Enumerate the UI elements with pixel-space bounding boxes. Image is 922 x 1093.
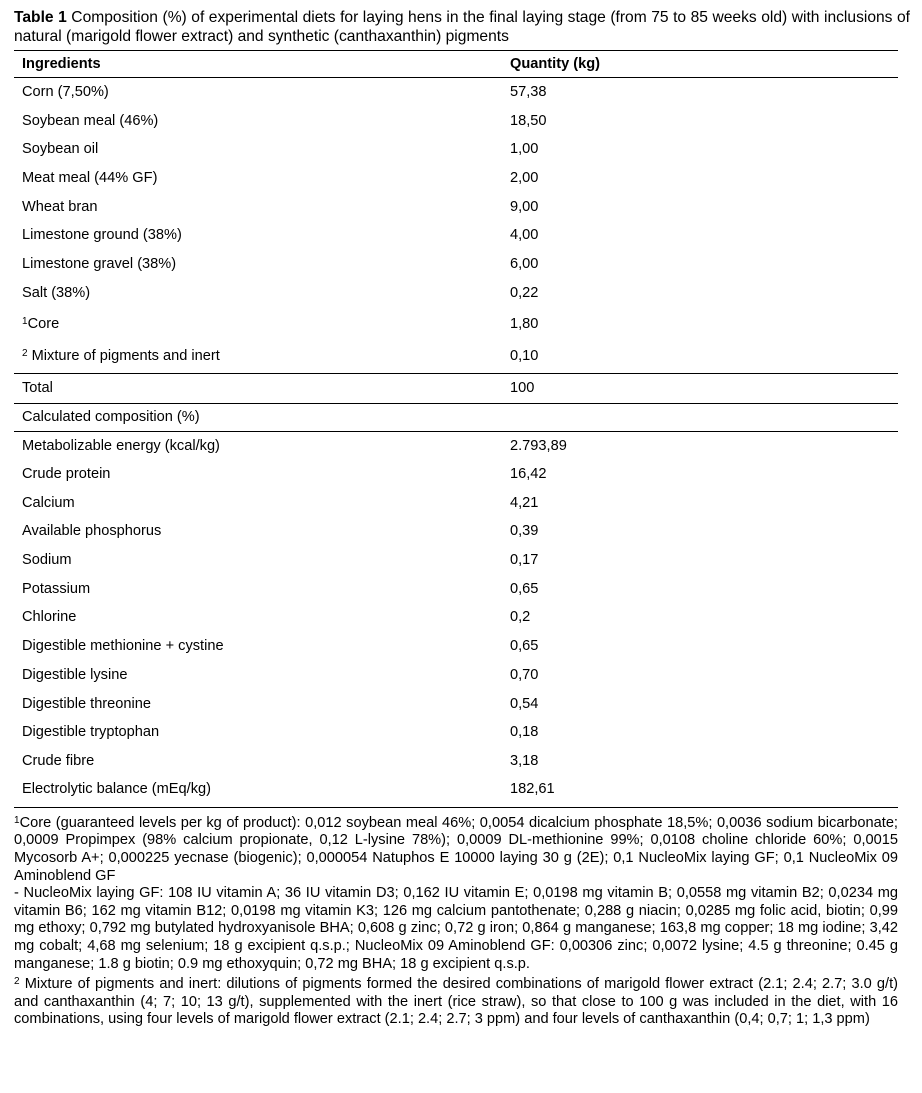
row-name: Available phosphorus xyxy=(22,523,162,540)
row-name: Soybean oil xyxy=(22,141,99,158)
mixture-name: Mixture of pigments and inert xyxy=(27,348,220,365)
footnotes xyxy=(14,812,898,1029)
footnote-2-mark: 2 xyxy=(14,976,20,988)
row-name: Sodium xyxy=(22,552,72,569)
table-row xyxy=(14,460,898,489)
table-row xyxy=(14,106,898,135)
row-quantity: 0,18 xyxy=(510,724,539,741)
special-rows xyxy=(14,307,898,431)
row-name: Crude fibre xyxy=(22,752,95,769)
table-row xyxy=(14,431,898,460)
table-row xyxy=(14,603,898,632)
core-footnote-mark: 1 xyxy=(22,315,28,327)
row-name: Electrolytic balance (mEq/kg) xyxy=(22,781,211,797)
row-quantity: 4,00 xyxy=(510,227,539,244)
row-quantity: 3,18 xyxy=(510,752,539,769)
table-row-mixture xyxy=(14,340,898,373)
row-quantity: 0,39 xyxy=(510,523,539,540)
footnote-2-text: Mixture of pigments and inert: dilutions of pigments formed the desired combinations of marigold flower extract (2.1; 2.4; 2.7; 3.0 g/t) and canthaxanthin (4; 7; 10; 13 g/t), supplemented with the inert (rice straw), so that close to 100 g was included in the diet, with 16 combinations, using four levels of marigold flower extract (2.1; 2.4; 2.7; 3 ppm) and four levels of canthaxanthin (0,4; 0,7; 1; 1,3 ppm) xyxy=(14,976,898,1028)
row-name: Limestone ground (38%) xyxy=(22,227,182,244)
total-label: Total xyxy=(22,380,53,396)
table-row xyxy=(14,250,898,279)
table-row-total xyxy=(14,373,898,403)
table-row xyxy=(14,632,898,661)
row-quantity: 0,54 xyxy=(510,695,539,712)
row-quantity: 2.793,89 xyxy=(510,437,567,454)
footnote-1-mark: 1 xyxy=(14,814,20,826)
table-row xyxy=(14,517,898,546)
table-row xyxy=(14,574,898,603)
row-name: Soybean meal (46%) xyxy=(22,112,159,129)
calculated-body xyxy=(14,431,898,807)
ingredients-body xyxy=(14,78,898,308)
core-name-cell xyxy=(14,307,502,340)
table-row-core xyxy=(14,307,898,340)
row-quantity: 2,00 xyxy=(510,169,539,186)
mixture-qty: 0,10 xyxy=(510,348,539,365)
table-row xyxy=(14,78,898,107)
mixture-footnote-mark: 2 xyxy=(22,348,28,360)
table-row xyxy=(14,661,898,690)
row-quantity: 16,42 xyxy=(510,466,547,483)
row-name: Meat meal (44% GF) xyxy=(22,169,158,186)
table-row xyxy=(14,135,898,164)
row-name: Digestible lysine xyxy=(22,666,128,683)
row-name: Wheat bran xyxy=(22,198,98,215)
row-name: Corn (7,50%) xyxy=(22,84,109,101)
header-quantity: Quantity (kg) xyxy=(502,51,898,78)
row-quantity: 0,17 xyxy=(510,552,539,569)
header-ingredients: Ingredients xyxy=(14,51,502,78)
table-row xyxy=(14,775,898,807)
row-quantity: 18,50 xyxy=(510,112,547,129)
row-name: Crude protein xyxy=(22,466,111,483)
calculated-empty-cell xyxy=(502,403,898,431)
core-qty: 1,80 xyxy=(510,315,539,332)
row-name: Limestone gravel (38%) xyxy=(22,255,177,272)
row-quantity: 6,00 xyxy=(510,255,539,272)
calculated-section-row xyxy=(14,403,898,431)
row-quantity: 57,38 xyxy=(510,84,547,101)
table-row xyxy=(14,689,898,718)
table-row xyxy=(14,278,898,307)
row-quantity: 4,21 xyxy=(510,494,539,511)
table-label: Table 1 xyxy=(14,9,67,26)
table-row xyxy=(14,221,898,250)
row-name: Calcium xyxy=(22,494,75,511)
row-quantity: 0,2 xyxy=(510,609,531,626)
table-row xyxy=(14,747,898,776)
row-quantity: 0,22 xyxy=(510,284,539,301)
row-quantity: 9,00 xyxy=(510,198,539,215)
total-qty: 100 xyxy=(510,380,535,396)
row-quantity: 0,65 xyxy=(510,580,539,597)
table-row xyxy=(14,192,898,221)
composition-table xyxy=(14,50,898,808)
row-name: Chlorine xyxy=(22,609,77,626)
row-quantity: 182,61 xyxy=(510,781,555,797)
table-row xyxy=(14,718,898,747)
row-name: Potassium xyxy=(22,580,91,597)
row-name: Digestible tryptophan xyxy=(22,724,160,741)
table-row xyxy=(14,488,898,517)
row-name: Digestible methionine + cystine xyxy=(22,638,224,655)
row-name: Salt (38%) xyxy=(22,284,91,301)
footnote-2 xyxy=(14,973,898,1029)
footnote-1b: - NucleoMix laying GF: 108 IU vitamin A; 36 IU vitamin D3; 0,162 IU vitamin E; 0,0198 mg vitamin B; 0,0558 mg vitamin B2; 0,0234 mg vitamin B6; 162 mg vitamin B12; 0,0198 mg vitamin K3; 126 mg calcium pantothenate; 0,288 g niacin; 0,0285 mg folic acid, biotin; 0,99 mg ethoxy; 0,792 mg butylated hydroxyanisole BHA; 0,608 g zinc; 0,72 g iron; 0,864 g manganese; 163,8 mg copper; 18 mg iodine; 3,42 mg cobalt; 4,68 mg selenium; 18 g excipient q.s.p.; NucleoMix 09 Aminoblend GF: 0,00306 zinc; 0,0072 lysine; 4.5 g threonine; 0.45 g manganese; 1.8 g biotin; 0.9 mg ethoxyquin; 0,72 mg BHA; 18 g excipient q.s.p. xyxy=(14,885,898,972)
table-row xyxy=(14,164,898,193)
mixture-name-cell xyxy=(14,340,502,373)
row-name: Digestible threonine xyxy=(22,695,151,712)
core-name: Core xyxy=(27,315,60,332)
row-quantity: 0,65 xyxy=(510,638,539,655)
table-row xyxy=(14,546,898,575)
footnote-1-text: Core (guaranteed levels per kg of product): 0,012 soybean meal 46%; 0,0054 dicalcium phosphate 18,5%; 0,0036 sodium bicarbonate; 0,0009 Propimpex (98% calcium propionate, 0,12 L-lysine 78%); 0,0009 DL-methionine 99%; 0,0108 choline chloride 60%; 0,0015 Mycosorb A+; 0,000225 yecnase (biogenic); 0,000054 Natuphos E 10000 laying 30 g (2E); 0,1 NucleoMix laying GF; 0,1 NucleoMix 09 Aminoblend GF xyxy=(14,814,898,884)
table-header-row xyxy=(14,51,898,78)
caption-text: Composition (%) of experimental diets for laying hens in the final laying stage (from 75 to 85 weeks old) with inclusions of natural (marigold flower extract) and synthetic (canthaxanthin) pigments xyxy=(14,9,911,45)
calculated-label: Calculated composition (%) xyxy=(22,409,200,425)
row-quantity: 1,00 xyxy=(510,141,539,158)
row-name: Metabolizable energy (kcal/kg) xyxy=(22,437,220,454)
row-quantity: 0,70 xyxy=(510,666,539,683)
table-caption xyxy=(14,8,910,46)
table-container xyxy=(14,8,910,1029)
footnote-1 xyxy=(14,812,898,885)
